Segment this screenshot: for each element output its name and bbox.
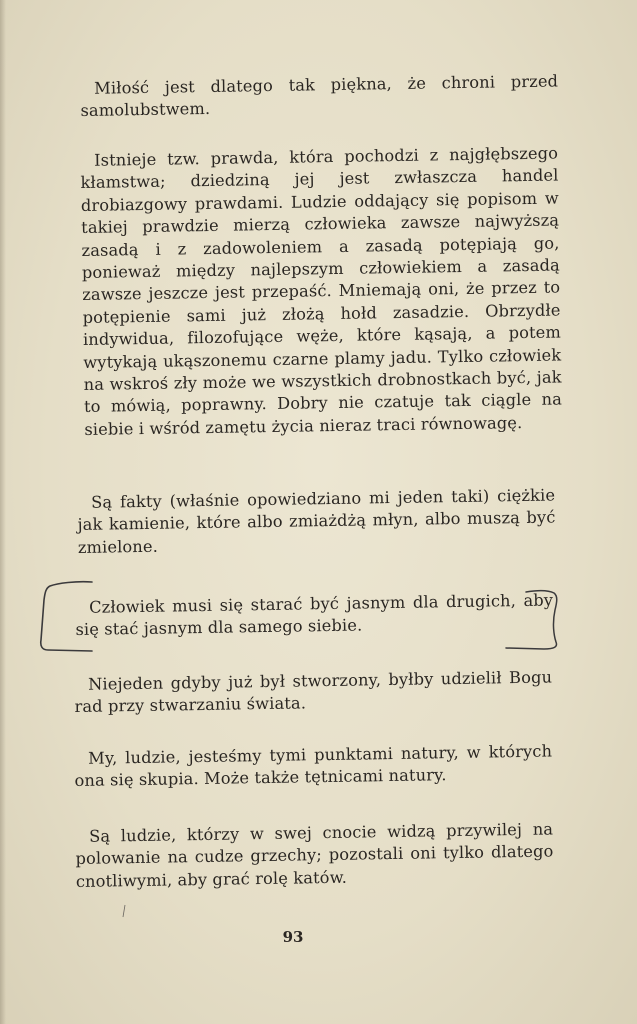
paragraph-text: My, ludzie, jesteśmy tymi punktami natury, w których ona się skupia. Może także tętnicami natury. bbox=[74, 741, 553, 791]
page-number: 93 bbox=[282, 928, 304, 946]
paragraph-4-marked bbox=[75, 589, 554, 641]
paragraph-5 bbox=[74, 666, 553, 718]
paragraph-1 bbox=[80, 70, 559, 122]
paragraph-text: Istnieje tzw. prawda, która pochodzi z najgłębszego kłamstwa; dziedziną jej jest zwłaszcza handel drobiazgowy prawdami. Ludzie oddający się popisom w takiej prawdzie mierzą człowieka zawsze najwyższą zasadą i z zadowoleniem a zasadą potępiają go, ponieważ między najlepszym człowiekiem a zasadą zawsze jeszcze jest przepaść. Mniemają oni, że przez to potępienie sami już złożą hołd zasadzie. Obrzydłe indywidua, filozofujące węże, które kąsają, a potem wytykają ukąszonemu czarne plamy jadu. Tylko człowiek na wskroś zły może we wszystkich drobnostkach być, jak to mówią, poprawny. Dobry nie czatuje tak ciągle na siebie i wśród zamętu życia nieraz traci równowagę. bbox=[80, 143, 563, 439]
paragraph-text: Są fakty (właśnie opowiedziano mi jeden taki) ciężkie jak kamienie, które albo zmiażdżą młyn, albo muszą być zmielone. bbox=[77, 485, 556, 557]
pencil-mark-icon bbox=[122, 904, 126, 918]
paragraph-7 bbox=[75, 818, 554, 893]
paragraph-2 bbox=[80, 142, 563, 441]
paragraph-text: Człowiek musi się starać być jasnym dla drugich, aby się stać jasnym dla samego siebie. bbox=[75, 590, 554, 640]
paragraph-text: Są ludzie, którzy w swej cnocie widzą przywilej na polowanie na cudze grzechy; pozostali oni tylko dlatego cnotliwymi, aby grać rolę katów. bbox=[75, 819, 554, 891]
paragraph-3 bbox=[77, 484, 556, 559]
paragraph-6 bbox=[74, 740, 553, 792]
paragraph-text: Miłość jest dlatego tak piękna, że chroni przed samolubstwem. bbox=[80, 71, 559, 121]
paragraph-text: Niejeden gdyby już był stworzony, byłby udzielił Bogu rad przy stwarzaniu świata. bbox=[74, 667, 553, 717]
spine-shadow bbox=[0, 0, 6, 1024]
